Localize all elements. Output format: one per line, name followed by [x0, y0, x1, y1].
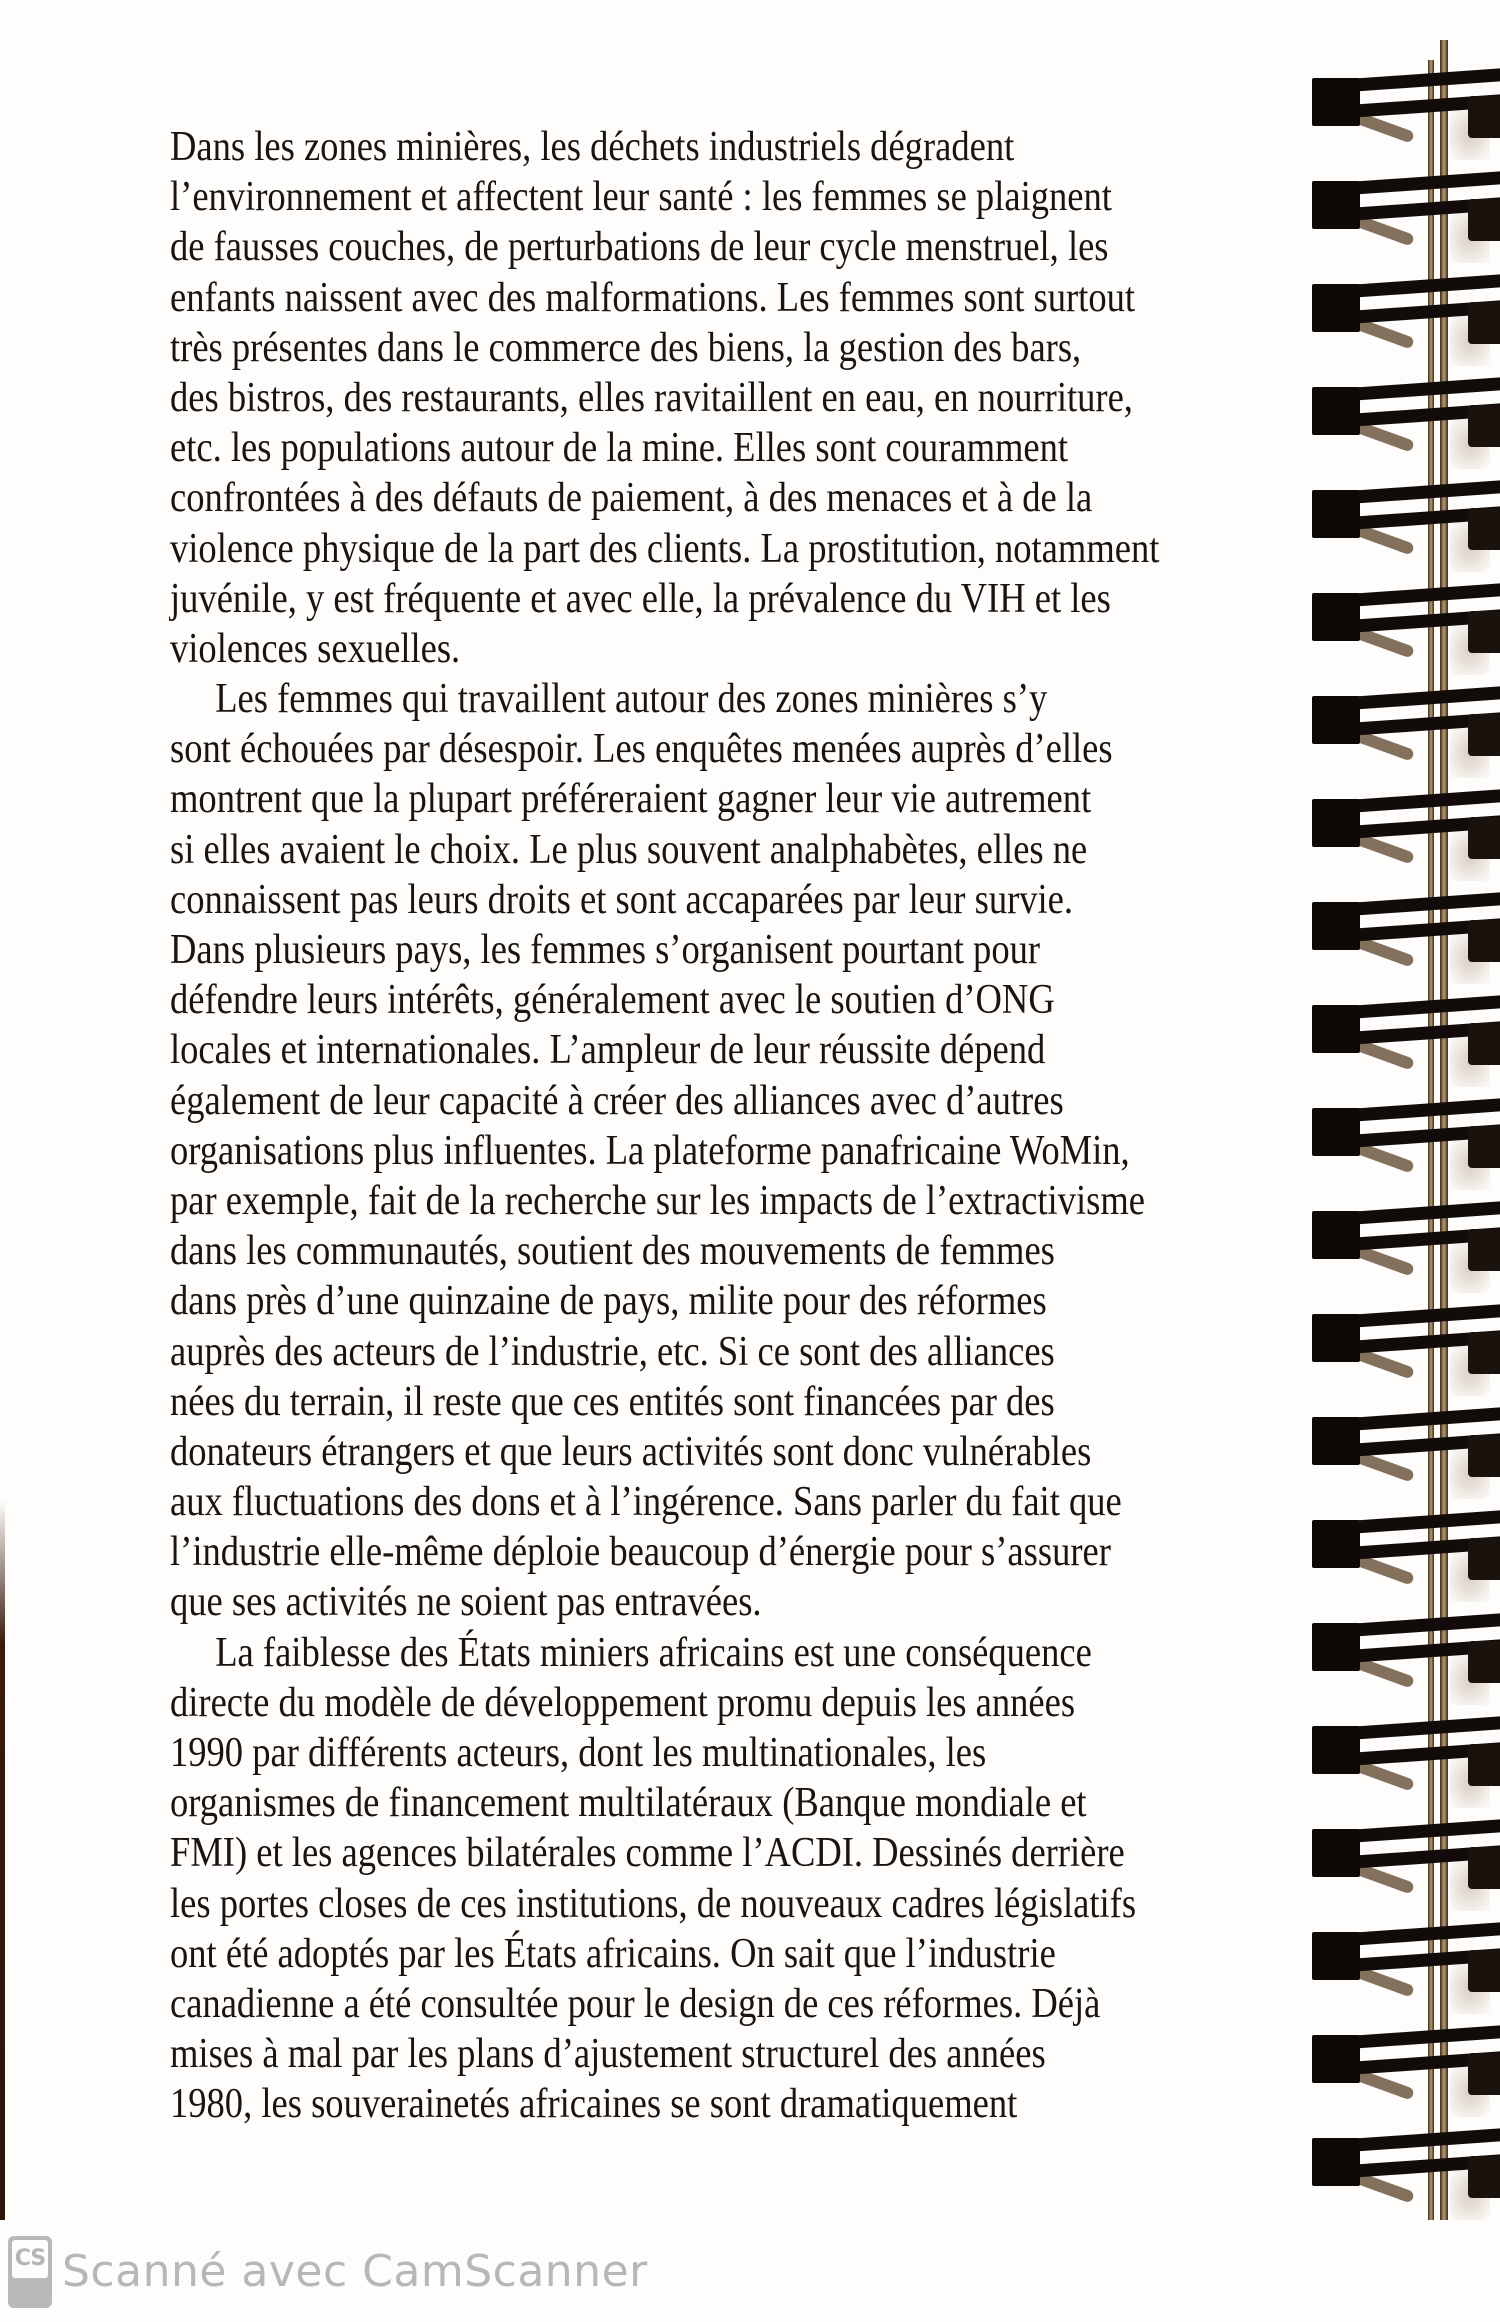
- text-line: l’industrie elle-même déploie beaucoup d’énergie pour s’assurer: [170, 1529, 1111, 1576]
- text-line: canadienne a été consultée pour le design de ces réformes. Déjà: [170, 1980, 1101, 2027]
- camscanner-logo-text: CS: [12, 2240, 48, 2278]
- text-line: violence physique de la part des clients. La prostitution, notamment: [170, 525, 1160, 572]
- text-line: dans les communautés, soutient des mouvements de femmes: [170, 1228, 1055, 1275]
- text-line: Dans plusieurs pays, les femmes s’organisent pourtant pour: [170, 927, 1041, 973]
- binding-coil: [1300, 1801, 1500, 1904]
- binding-coil: [1300, 1080, 1500, 1183]
- text-line: auprès des acteurs de l’industrie, etc. Si ce sont des alliances: [170, 1328, 1055, 1375]
- binding-coil: [1300, 771, 1500, 874]
- binding-coil: [1300, 153, 1500, 256]
- text-line: confrontées à des défauts de paiement, à des menaces et à de la: [170, 475, 1093, 522]
- text-line: 1980, les souverainetés africaines se sont dramatiquement: [170, 2081, 1018, 2128]
- text-line: violences sexuelles.: [170, 625, 461, 672]
- binding-coil: [1300, 2110, 1500, 2213]
- text-line: défendre leurs intérêts, généralement avec le soutien d’ONG: [170, 977, 1055, 1024]
- text-line: très présentes dans le commerce des biens, la gestion des bars,: [170, 324, 1082, 371]
- text-line: La faiblesse des États miniers africains est une conséquence: [215, 1629, 1092, 1676]
- binding-coil: [1300, 1904, 1500, 2007]
- text-line: l’environnement et affectent leur santé : les femmes se plaignent: [170, 174, 1112, 221]
- text-line: Les femmes qui travaillent autour des zones minières s’y: [215, 676, 1048, 723]
- spiral-binding-icon: [1300, 40, 1500, 2225]
- binding-coil: [1300, 2007, 1500, 2110]
- paragraph: [170, 674, 1258, 1628]
- text-line: par exemple, fait de la recherche sur les impacts de l’extractivisme: [170, 1177, 1145, 1224]
- binding-coil: [1300, 1286, 1500, 1389]
- text-line: connaissent pas leurs droits et sont accaparées par leur survie.: [170, 876, 1074, 923]
- text-line: que ses activités ne soient pas entravées.: [170, 1579, 762, 1626]
- text-line: également de leur capacité à créer des alliances avec d’autres: [170, 1077, 1064, 1124]
- text-line: etc. les populations autour de la mine. Elles sont couramment: [170, 425, 1069, 472]
- text-line: montrent que la plupart préféreraient gagner leur vie autrement: [170, 776, 1092, 823]
- camscanner-logo-icon: [8, 2236, 52, 2308]
- text-line: FMI) et les agences bilatérales comme l’ACDI. Dessinés derrière: [170, 1830, 1125, 1877]
- text-line: Dans les zones minières, les déchets industriels dégradent: [170, 124, 1015, 170]
- text-line: locales et internationales. L’ampleur de leur réussite dépend: [170, 1027, 1046, 1074]
- binding-coil: [1300, 256, 1500, 359]
- text-line: de fausses couches, de perturbations de leur cycle menstruel, les: [170, 224, 1109, 271]
- binding-coil: [1300, 359, 1500, 462]
- binding-coil: [1300, 1698, 1500, 1801]
- binding-coil: [1300, 668, 1500, 771]
- text-line: aux fluctuations des dons et à l’ingérence. Sans parler du fait que: [170, 1479, 1122, 1526]
- page-edge-shadow: [0, 1500, 5, 2220]
- binding-coil: [1300, 50, 1500, 153]
- text-line: donateurs étrangers et que leurs activités sont donc vulnérables: [170, 1428, 1092, 1475]
- text-line: nées du terrain, il reste que ces entités sont financées par des: [170, 1378, 1055, 1425]
- body-text: [170, 122, 1258, 2130]
- text-line: 1990 par différents acteurs, dont les multinationales, les: [170, 1730, 987, 1776]
- binding-coil: [1300, 1389, 1500, 1492]
- camscanner-watermark: [8, 2232, 648, 2312]
- text-line: des bistros, des restaurants, elles ravitaillent en eau, en nourriture,: [170, 374, 1133, 421]
- binding-coil: [1300, 565, 1500, 668]
- text-line: enfants naissent avec des malformations. Les femmes sont surtout: [170, 274, 1136, 321]
- text-line: les portes closes de ces institutions, de nouveaux cadres législatifs: [170, 1880, 1137, 1927]
- text-line: directe du modèle de développement promu depuis les années: [170, 1679, 1076, 1726]
- binding-coil: [1300, 1183, 1500, 1286]
- paragraph: [170, 122, 1258, 674]
- binding-coil: [1300, 1492, 1500, 1595]
- text-line: organisations plus influentes. La plateforme panafricaine WoMin,: [170, 1127, 1130, 1174]
- binding-coil: [1300, 462, 1500, 565]
- text-line: si elles avaient le choix. Le plus souvent analphabètes, elles ne: [170, 826, 1088, 873]
- text-line: organismes de financement multilatéraux (Banque mondiale et: [170, 1780, 1087, 1827]
- text-line: mises à mal par les plans d’ajustement structurel des années: [170, 2031, 1046, 2078]
- binding-coil: [1300, 1595, 1500, 1698]
- text-line: dans près d’une quinzaine de pays, milite pour des réformes: [170, 1278, 1047, 1325]
- binding-coil: [1300, 977, 1500, 1080]
- paragraph: [170, 1628, 1258, 2130]
- text-line: sont échouées par désespoir. Les enquêtes menées auprès d’elles: [170, 726, 1113, 773]
- watermark-text: Scanné avec CamScanner: [62, 2246, 648, 2297]
- text-line: juvénile, y est fréquente et avec elle, la prévalence du VIH et les: [170, 575, 1111, 622]
- text-line: ont été adoptés par les États africains. On sait que l’industrie: [170, 1930, 1056, 1977]
- binding-coil: [1300, 874, 1500, 977]
